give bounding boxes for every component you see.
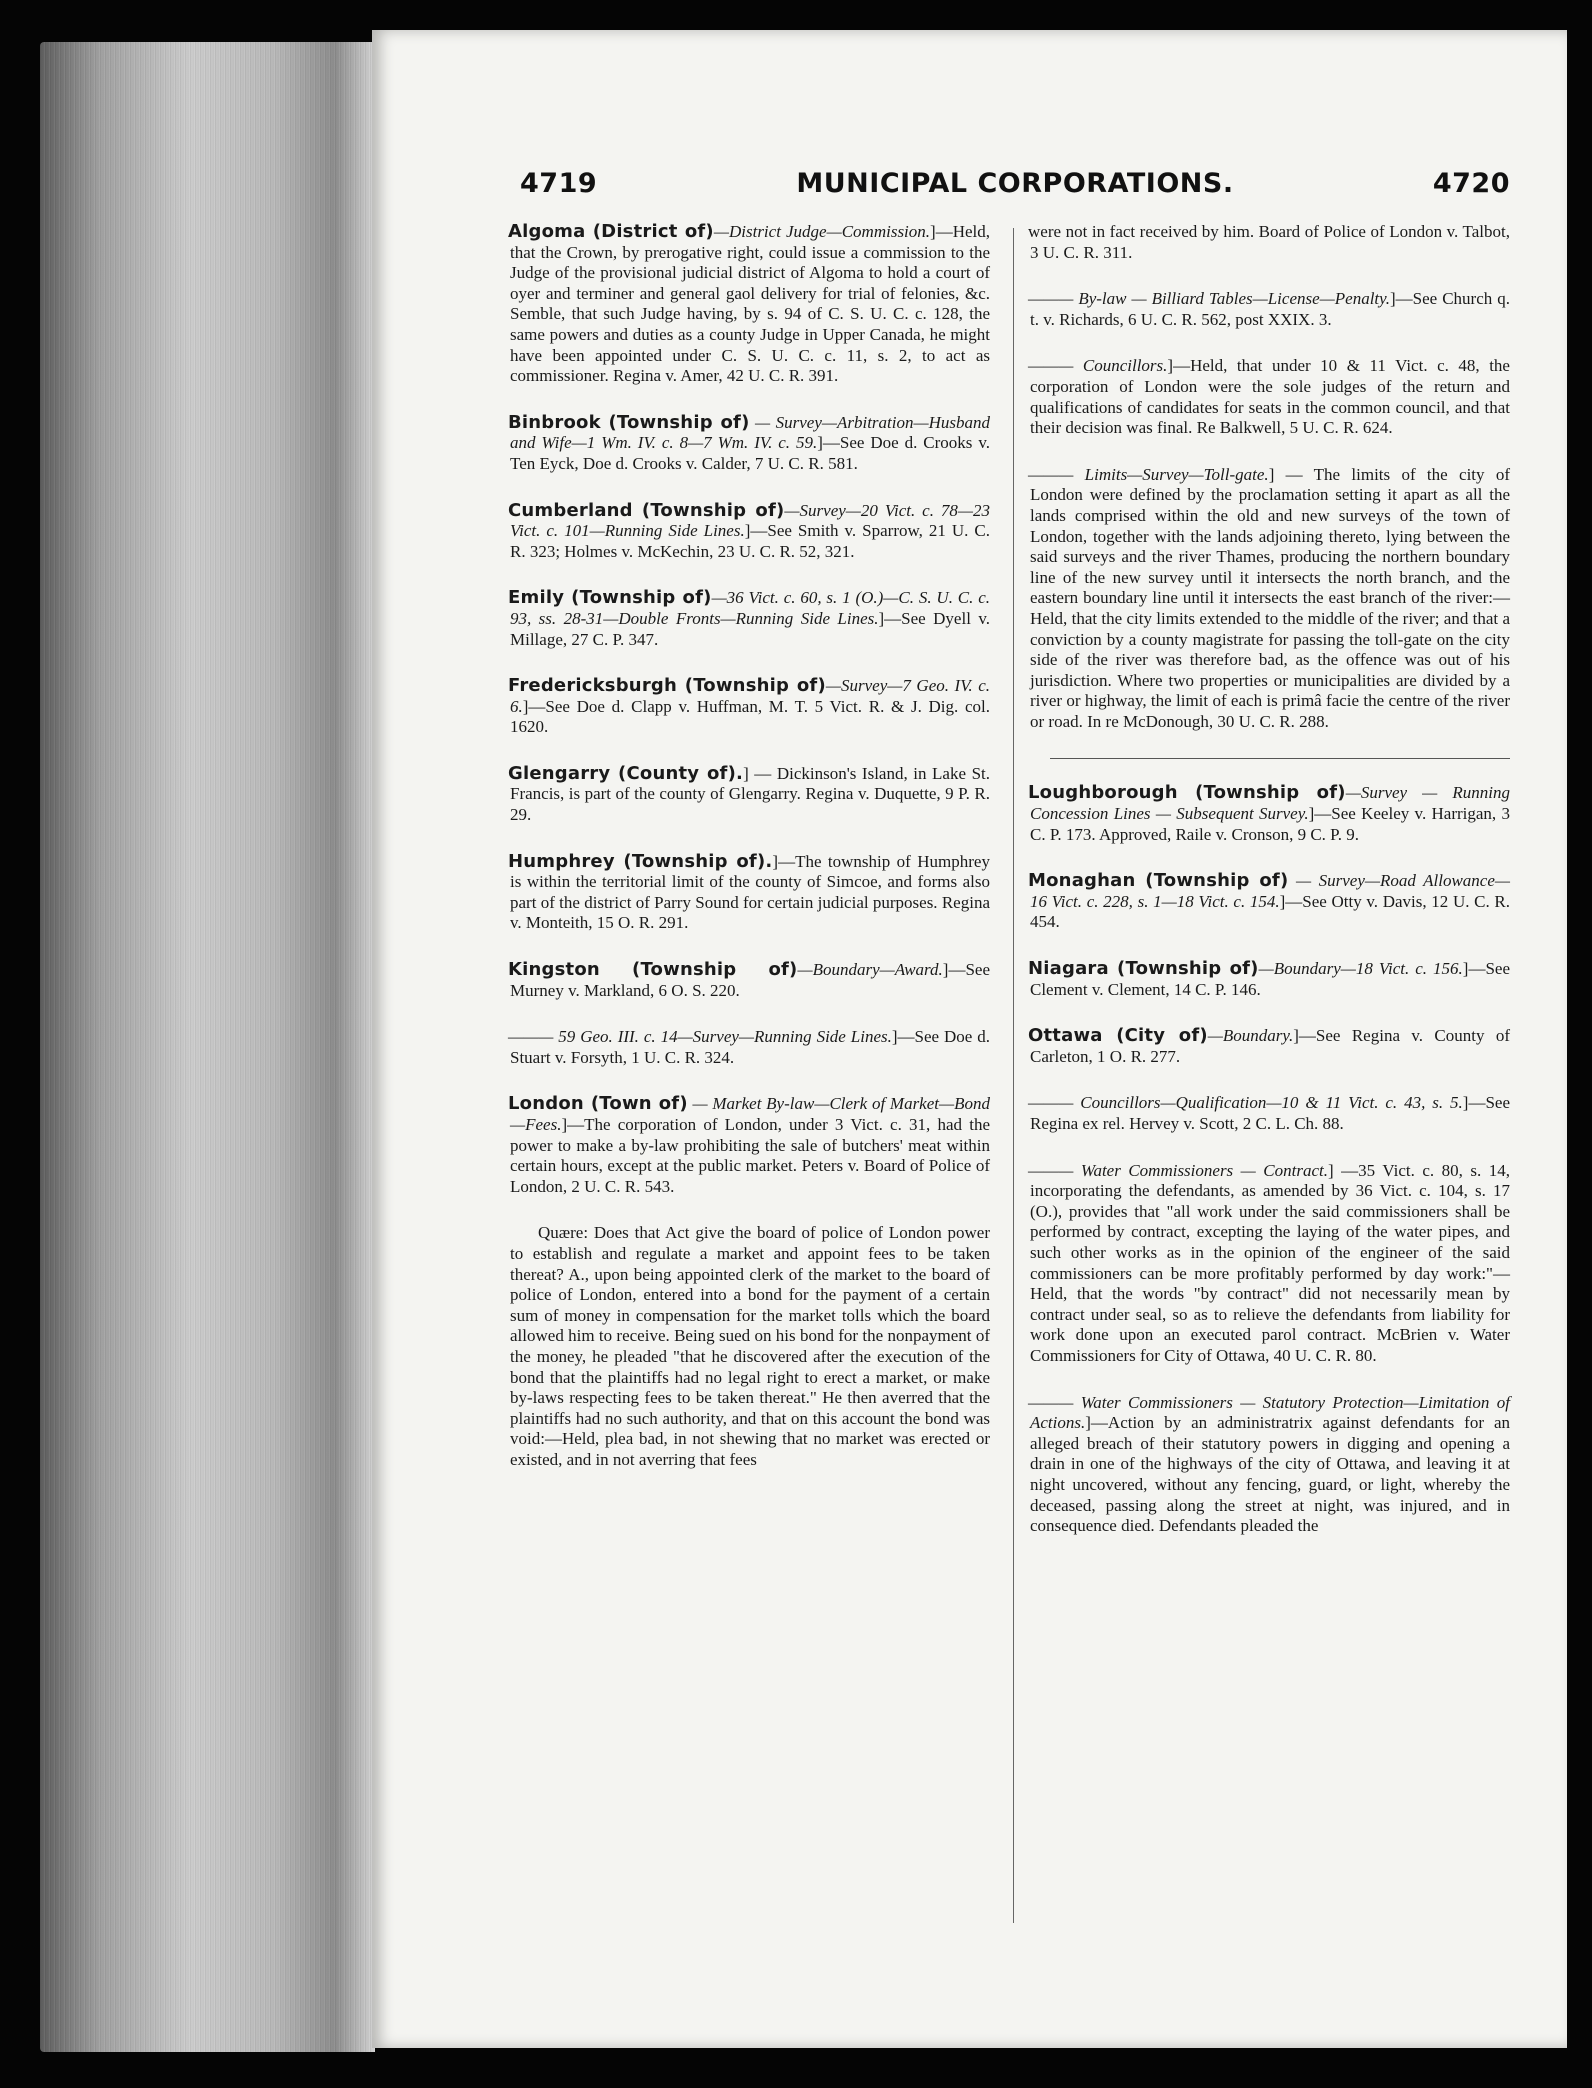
- entry-continuation: [1030, 222, 1510, 263]
- running-head: [520, 168, 1510, 218]
- entry-text: ] — The limits of the city of London were defined by the proclamation setting it apart as all the lands comprised within the old and new surveys of the town of London, together with the lands adjoining thereto, lying between the said surveys and the river Thames, producing the northern boundary line of the new survey until it intersects the north branch, and the eastern boundary line until it intersects the east branch of the river:—Held, that the city limits extended to the middle of the river; and that a conviction by a county magistrate for passing the toll-gate on the city side of the river was therefore bad, as the offence was out of his jurisdiction. Where two properties or municipalities are divided by a river or highway, the limit of each is primâ facie the centre of the river or road. In re McDonough, 30 U. C. R. 288.: [1030, 464, 1510, 731]
- entry-heading: Cumberland (Township of): [508, 499, 785, 521]
- entry-topic: —Boundary—Award.: [797, 960, 943, 980]
- entry-topic: ——— Water Commissioners — Contract.: [1028, 1160, 1328, 1180]
- entry-text: ]—See Doe d. Stuart v. Forsyth, 1 U. C. R. 324.: [510, 1027, 991, 1067]
- entry-heading: Emily (Township of): [508, 587, 712, 609]
- entry-heading: Monaghan (Township of): [1028, 870, 1289, 892]
- entry-heading: Humphrey (Township of).: [508, 850, 773, 872]
- entry-text: ]—See Smith v. Sparrow, 21 U. C. R. 323; Holmes v. McKechin, 23 U. C. R. 52, 321.: [510, 521, 990, 561]
- entry-fredericksburgh: [510, 676, 990, 738]
- entry-ottawa: [1030, 1026, 1510, 1067]
- section-divider: [1050, 758, 1510, 759]
- entry-topic: —Boundary—18 Vict. c. 156.: [1258, 959, 1463, 979]
- entry-text: ] — Dickinson's Island, in Lake St. Francis, is part of the county of Glengarry. Regina v. Duquette, 9 P. R. 29.: [510, 763, 991, 825]
- page-title: MUNICIPAL CORPORATIONS.: [796, 168, 1234, 199]
- entry-text: ]—Action by an administratrix against defendants for an alleged breach of their statutory powers in digging and opening a drain in one of the highways of the city of Ottawa, and leaving it at night uncovered, without any fencing, guard, or light, whereby the deceased, passing along the street at night, was injured, and in consequence died. Defendants pleaded the: [1030, 1413, 1510, 1536]
- entry-text: ]—See Regina ex rel. Hervey v. Scott, 2 C. L. Ch. 88.: [1030, 1093, 1510, 1133]
- entry-text: ]—See Keeley v. Harrigan, 3 C. P. 173. Approved, Raile v. Cronson, 9 C. P. 9.: [1030, 804, 1510, 844]
- entry-heading: Loughborough (Township of): [1028, 782, 1346, 804]
- entry-topic: —Survey—20 Vict. c. 78—23 Vict. c. 101—Running Side Lines.: [510, 500, 991, 541]
- entry-heading: Glengarry (County of).: [508, 762, 744, 784]
- entry-text: were not in fact received by him. Board of Police of London v. Talbot, 3 U. C. R. 311.: [1028, 222, 1510, 262]
- page-number-right: 4720: [1432, 168, 1510, 199]
- entry-topic: —Survey—7 Geo. IV. c. 6.: [510, 676, 990, 716]
- entry-emily: [510, 588, 990, 650]
- entry-heading: Fredericksburgh (Township of): [508, 675, 826, 697]
- entry-heading: Niagara (Township of): [1028, 958, 1259, 980]
- entry-text: ]—See Doe d. Clapp v. Huffman, M. T. 5 Vict. R. & J. Dig. col. 1620.: [510, 696, 990, 737]
- entry-limits: [1030, 465, 1510, 733]
- entry-topic: ——— Councillors—Qualification—10 & 11 Vict. c. 43, s. 5.: [1028, 1093, 1463, 1113]
- entry-cumberland: [510, 501, 990, 563]
- entry-topic: ——— 59 Geo. III. c. 14—Survey—Running Side Lines.: [508, 1027, 892, 1047]
- entry-algoma: [510, 222, 990, 387]
- entry-loughborough: [1030, 783, 1510, 845]
- entry-by-law: [1030, 289, 1510, 330]
- entry-heading: Algoma (District of): [508, 221, 714, 242]
- entry-text: ]—See Church q. t. v. Richards, 6 U. C. R. 562, post XXIX. 3.: [1030, 289, 1510, 329]
- entry-niagara: [1030, 959, 1510, 1000]
- entry-heading: Ottawa (City of): [1028, 1025, 1208, 1047]
- book-page-edges: [40, 42, 375, 2052]
- entry-heading: London (Town of): [508, 1093, 688, 1115]
- entry-topic: ——— Councillors.: [1028, 356, 1168, 376]
- entry-kingston: [510, 960, 990, 1001]
- quaere-paragraph: Quære: Does that Act give the board of police of London power to establish and regulate a market and appoint fees to be taken thereat? A., upon being appointed clerk of the market to the board of police of London, entered into a bond for the payment of a certain sum of money in compensation for the market tolls which the board allowed him to receive. Being sued on his bond for the nonpayment of the money, he pleaded "that he discovered after the execution of the bond that the plaintiffs had no legal right to erect a market, or make by-laws respecting fees to be taken thereat." He then averred that the plaintiffs had no such authority, and that on this account the bond was void:—Held, plea bad, in not shewing that no market was erected or existed, and in not averring that fees: [510, 1223, 990, 1469]
- entry-topic: —36 Vict. c. 60, s. 1 (O.)—C. S. U. C. c. 93, ss. 28-31—Double Fronts—Running Side Lines.: [510, 588, 991, 628]
- page-number-left: 4719: [520, 168, 598, 199]
- entry-binbrook: [510, 413, 990, 475]
- entry-text: ]—See Doe d. Crooks v. Ten Eyck, Doe d. Crooks v. Calder, 7 U. C. R. 581.: [510, 433, 990, 473]
- entry-monaghan: [1030, 871, 1510, 933]
- entry-topic: ——— Limits—Survey—Toll-gate.: [1028, 464, 1269, 484]
- entry-text: ]—See Otty v. Davis, 12 U. C. R. 454.: [1030, 891, 1510, 932]
- column-rule: [1013, 228, 1014, 1923]
- entry-topic: — Market By-law—Clerk of Market—Bond—Fees.: [510, 1094, 990, 1134]
- left-column: [510, 222, 990, 1497]
- entry-text: ]—See Murney v. Markland, 6 O. S. 220.: [510, 960, 990, 1000]
- entry-topic: — Survey—Road Allowance—16 Vict. c. 228, s. 1—18 Vict. c. 154.: [1030, 871, 1511, 911]
- entry-topic: — Survey—Arbitration—Husband and Wife—1 Wm. IV. c. 8—7 Wm. IV. c. 59.: [510, 412, 990, 453]
- entry-topic: —Survey — Running Concession Lines — Subsequent Survey.: [1030, 783, 1510, 824]
- entry-text: ] —35 Vict. c. 80, s. 14, incorporating the defendants, as amended by 36 Vict. c. 104, s. 17 (O.), provides that "all work under the said commissioners shall be performed by contract, excepting the laying of the water pipes, and such other works as in the opinion of the engineer of the said commissioners can be more profitably performed by day work:"—Held, that the words "by contract" did not necessarily mean by contract under seal, so as to relieve the defendants from liability for work done upon an executed parol contract. McBrien v. Water Commissioners for City of Ottawa, 40 U. C. R. 80.: [1030, 1160, 1511, 1365]
- entry-text: ]—See Clement v. Clement, 14 C. P. 146.: [1030, 959, 1510, 999]
- entry-london: [510, 1094, 990, 1197]
- entry-heading: Kingston (Township of): [508, 959, 798, 981]
- entry-text: ]—The township of Humphrey is within the territorial limit of the county of Simcoe, and forms also part of the district of Parry Sound for certain judicial purposes. Regina v. Monteith, 15 O. R. 291.: [510, 851, 990, 933]
- entry-text: ]—Held, that the Crown, by prerogative right, could issue a commission to the Judge of the provisional judicial district of Algoma to hold a court of oyer and terminer and general gaol delivery for trial of felonies, &c. Semble, that such Judge having, by s. 94 of C. S. U. C. c. 128, the same powers and duties as a county Judge in Upper Canada, he might have been appointed under C. S. U. C. c. 11, s. 2, to act as commissioner. Regina v. Amer, 42 U. C. R. 391.: [510, 222, 990, 386]
- entry-text: ]—The corporation of London, under 3 Vict. c. 31, had the power to make a by-law prohibiting the sale of butchers' meat within certain hours, except at the public market. Peters v. Board of Police of London, 2 U. C. R. 543.: [510, 1115, 990, 1196]
- entry-water-statutory: [1030, 1393, 1510, 1537]
- entry-water-contract: [1030, 1161, 1510, 1367]
- entry-humphrey: [510, 852, 990, 934]
- entry-topic: ——— Water Commissioners — Statutory Protection—Limitation of Actions.: [1028, 1392, 1510, 1433]
- entry-glengarry: [510, 764, 990, 826]
- entry-text: ]—Held, that under 10 & 11 Vict. c. 48, the corporation of London were the sole judges of the return and qualifications of candidates for seats in the common council, and that their decision was final. Re Balkwell, 5 U. C. R. 624.: [1030, 356, 1510, 438]
- entry-topic: ——— By-law — Billiard Tables—License—Penalty.: [1028, 289, 1390, 309]
- entry-heading: Binbrook (Township of): [508, 411, 750, 433]
- entry-ottawa-councillors: [1030, 1093, 1510, 1134]
- entry-text: ]—See Regina v. County of Carleton, 1 O. R. 277.: [1030, 1026, 1510, 1066]
- entry-kingston-sub: [510, 1027, 990, 1068]
- entry-text: ]—See Dyell v. Millage, 27 C. P. 347.: [510, 608, 991, 649]
- right-column: [1030, 222, 1510, 1563]
- entry-councillors: [1030, 356, 1510, 438]
- entry-topic: —District Judge—Commission.: [713, 222, 931, 241]
- entry-topic: —Boundary.: [1207, 1026, 1294, 1046]
